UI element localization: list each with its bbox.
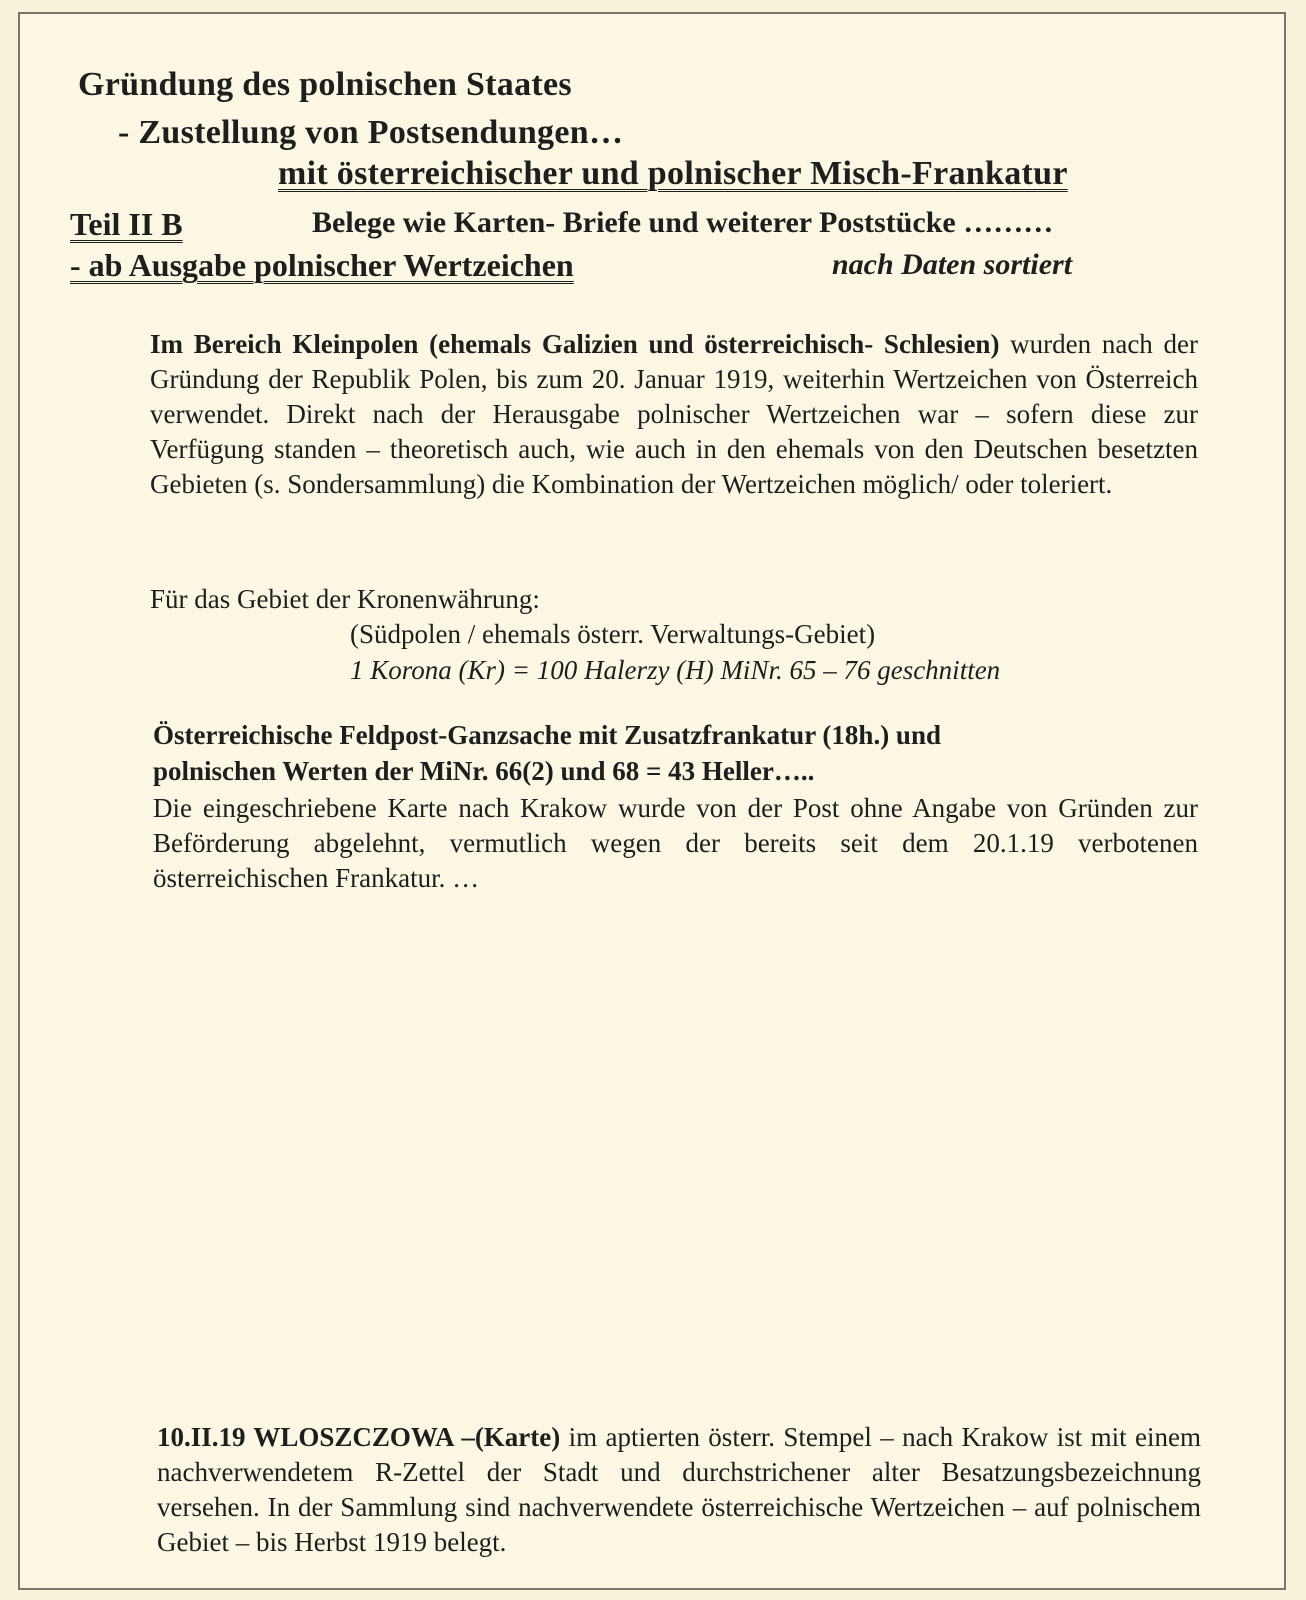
intro-body: wurden nach der Gründung der Republik Polen, bis zum 20. Januar 1919, weiterhin Wertzeichen von Österreich verwendet. Direkt nach der Herausgabe polnischer Wertzeichen war – sofern diese zur Verfügung standen – theoretisch auch, wie auch in den ehemals von den Deutschen besetzten Gebieten (s. Sondersammlung) die Kombination der Wertzeichen möglich/ oder toleriert. — [150, 329, 1198, 499]
currency-label: Für das Gebiet der Kronenwährung: — [150, 584, 540, 614]
feldpost-heading-1: Österreichische Feldpost-Ganzsache mit Zusatzfrankatur (18h.) und — [153, 720, 941, 750]
part-description: Belege wie Karten- Briefe und weiterer Poststücke ……… — [312, 206, 1054, 239]
album-page — [18, 12, 1286, 1590]
part-subtitle: - ab Ausgabe polnischer Wertzeichen — [70, 247, 574, 283]
sort-note: nach Daten sortiert — [832, 248, 1073, 281]
wloszczowa-bold-lead: 10.II.19 WLOSZCZOWA –(Karte) — [157, 1422, 561, 1452]
intro-paragraph — [150, 327, 1198, 502]
feldpost-body: Die eingeschriebene Karte nach Krakow wurde von der Post ohne Angabe von Gründen zur Beförderung abgelehnt, vermutlich wegen der bereits seit dem 20.1.19 verbotenen österreichischen Frankatur. … — [153, 793, 1198, 893]
currency-region: (Südpolen / ehemals österr. Verwaltungs-Gebiet) — [350, 619, 876, 649]
title-line-3: mit österreichischer und polnischer Misch-Frankatur — [278, 155, 1068, 192]
wloszczowa-paragraph — [157, 1420, 1201, 1560]
feldpost-heading-2: polnischen Werten der MiNr. 66(2) und 68 = 43 Heller….. — [153, 756, 815, 786]
part-label: Teil II B — [70, 206, 183, 242]
wloszczowa-body: im aptierten österr. Stempel – nach Krakow ist mit einem nachverwendetem R-Zettel der Stadt und durchstrichener alter Besatzungsbezeichnung versehen. In der Sammlung sind nachverwendete österreichische Wertzeichen – auf polnischem Gebiet – bis Herbst 1919 belegt. — [157, 1422, 1201, 1557]
intro-bold-lead: Im Bereich Kleinpolen (ehemals Galizien und österreichisch- Schlesien) — [150, 329, 1000, 359]
currency-rate: 1 Korona (Kr) = 100 Halerzy (H) MiNr. 65 – 76 geschnitten — [350, 655, 1001, 685]
title-line-2: - Zustellung von Postsendungen… — [118, 114, 624, 151]
title-line-1: Gründung des polnischen Staates — [78, 66, 572, 103]
